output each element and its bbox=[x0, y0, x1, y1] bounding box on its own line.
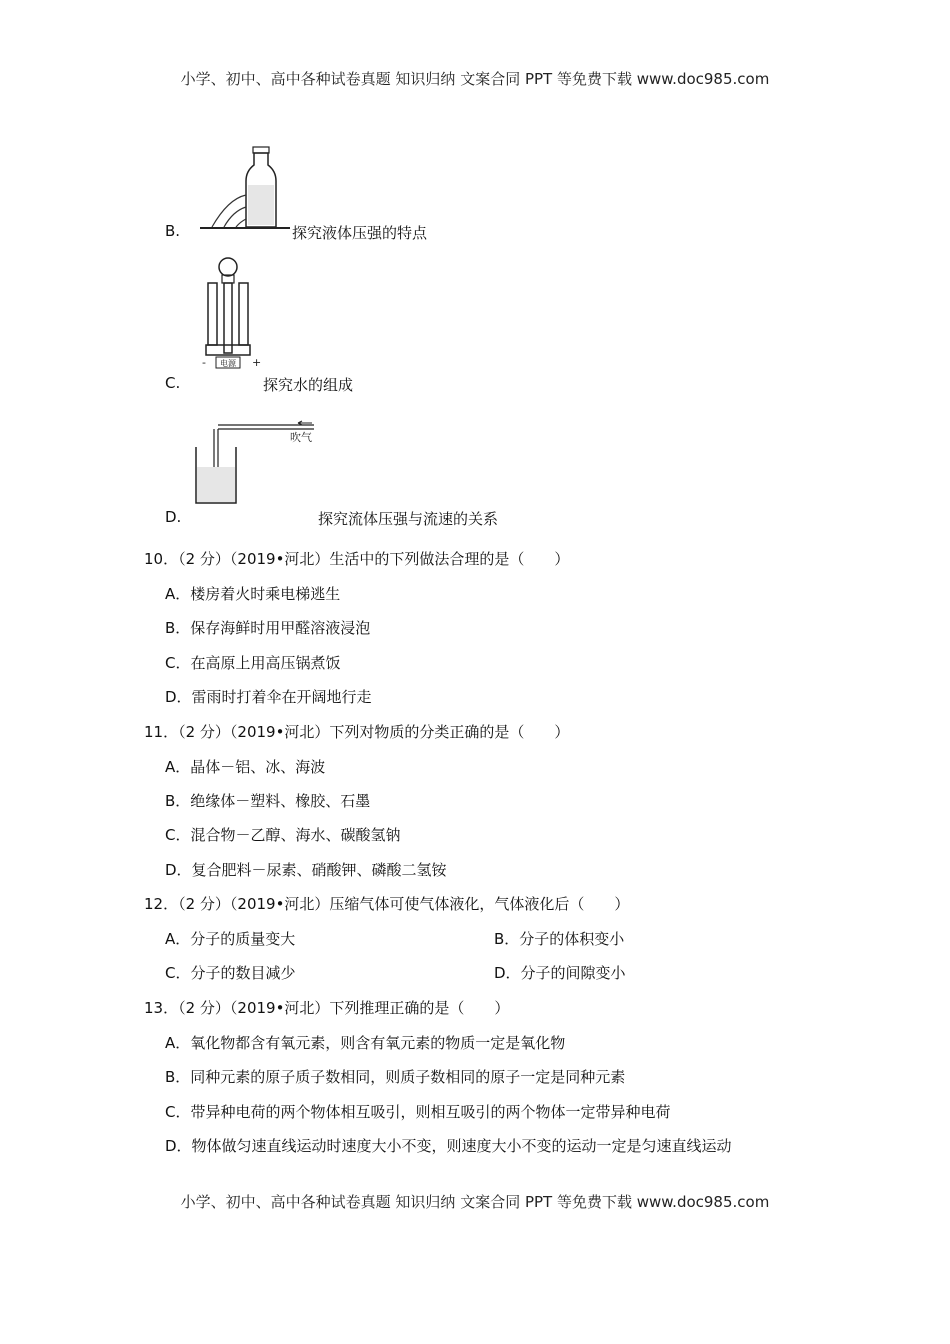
q12-option-d: D．分子的间隙变小 bbox=[494, 964, 626, 982]
q10-option-c: C．在高原上用高压锅煮饭 bbox=[165, 654, 341, 672]
q9-option-c-text: 探究水的组成 bbox=[263, 376, 354, 394]
q11-option-b: B．绝缘体－塑料、橡胶、石墨 bbox=[165, 792, 371, 810]
q11-option-c: C．混合物－乙醇、海水、碳酸氢钠 bbox=[165, 826, 401, 844]
plus-sign: + bbox=[252, 356, 262, 369]
page-footer: 小学、初中、高中各种试卷真题 知识归纳 文案合同 PPT 等免费下载 www.doc985.com bbox=[180, 1193, 770, 1211]
q11-option-a: A．晶体－铝、冰、海波 bbox=[165, 758, 326, 776]
q12-stem: 12．（2 分）（2019•河北）压缩气体可使气体液化，气体液化后（ ） bbox=[144, 895, 630, 913]
q10-option-b: B．保存海鲜时用甲醛溶液浸泡 bbox=[165, 619, 371, 637]
q10-option-d: D．雷雨时打着伞在开阔地行走 bbox=[165, 688, 372, 706]
q13-option-c: C．带异种电荷的两个物体相互吸引，则相互吸引的两个物体一定带异种电荷 bbox=[165, 1103, 671, 1121]
water-electrolysis-figure bbox=[200, 253, 270, 373]
q13-stem: 13．（2 分）（2019•河北）下列推理正确的是（ ） bbox=[144, 999, 510, 1017]
q12-option-b: B．分子的体积变小 bbox=[494, 930, 625, 948]
blow-straw-figure bbox=[190, 415, 320, 507]
page-header: 小学、初中、高中各种试卷真题 知识归纳 文案合同 PPT 等免费下载 www.doc985.com bbox=[180, 70, 770, 88]
q9-option-d-text: 探究流体压强与流速的关系 bbox=[318, 510, 499, 528]
q11-stem: 11．（2 分）（2019•河北）下列对物质的分类正确的是（ ） bbox=[144, 723, 570, 741]
q13-option-d: D．物体做匀速直线运动时速度大小不变，则速度大小不变的运动一定是匀速直线运动 bbox=[165, 1137, 732, 1155]
power-source-text: 电源 bbox=[220, 359, 236, 368]
q9-option-c-label: C. bbox=[165, 374, 181, 392]
q10-option-a: A．楼房着火时乘电梯逃生 bbox=[165, 585, 341, 603]
q13-option-b: B．同种元素的原子质子数相同，则质子数相同的原子一定是同种元素 bbox=[165, 1068, 626, 1086]
q11-option-d: D．复合肥料－尿素、硝酸钾、磷酸二氢铵 bbox=[165, 861, 447, 879]
q10-stem: 10．（2 分）（2019•河北）生活中的下列做法合理的是（ ） bbox=[144, 550, 570, 568]
q9-option-d-label: D. bbox=[165, 508, 182, 526]
q13-option-a: A．氧化物都含有氧元素，则含有氧元素的物质一定是氧化物 bbox=[165, 1034, 566, 1052]
blow-air-text: 吹气 bbox=[290, 431, 312, 444]
bottle-pressure-figure bbox=[198, 145, 293, 235]
q9-option-b-text: 探究液体压强的特点 bbox=[292, 224, 428, 242]
q12-option-c: C．分子的数目减少 bbox=[165, 964, 296, 982]
q9-option-b-label: B. bbox=[165, 222, 181, 240]
minus-sign: - bbox=[202, 356, 206, 369]
q12-option-a: A．分子的质量变大 bbox=[165, 930, 296, 948]
